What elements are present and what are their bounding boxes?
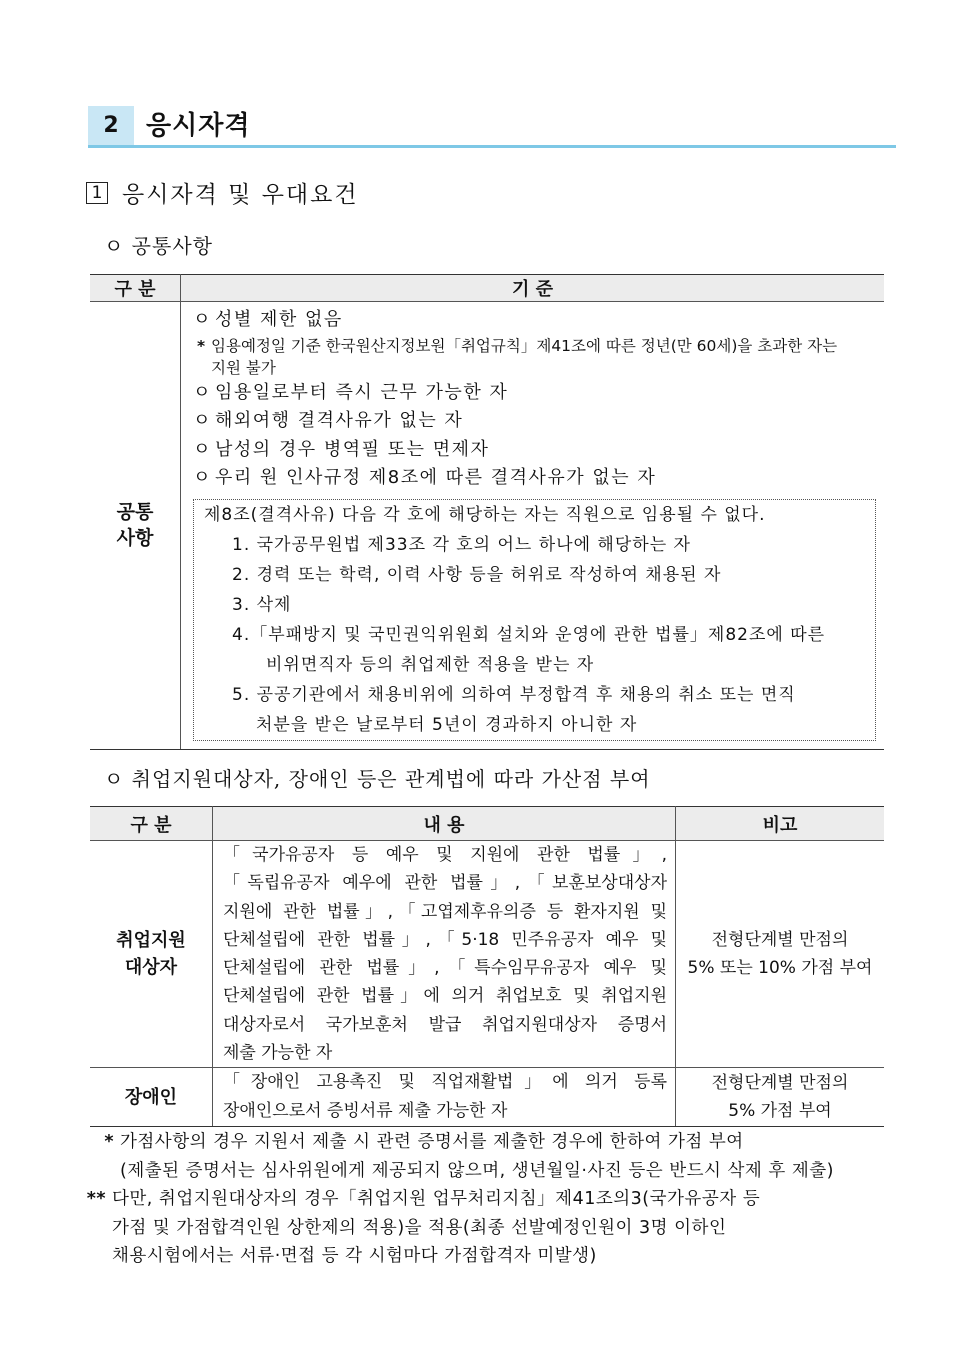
- table2-header-content: 내 용: [213, 807, 676, 841]
- table2-header-category: 구 분: [90, 807, 213, 841]
- row-remark-line: 전형단계별 만점의: [711, 1073, 849, 1094]
- criteria-note: [193, 335, 876, 357]
- table2-header-remark: 비고: [676, 807, 885, 841]
- section-underline: [88, 145, 896, 148]
- law-item: 2. 경력 또는 학력, 이력 사항 등을 허위로 작성하여 채용된 자: [232, 564, 722, 585]
- row-remark-line: 5% 가점 부여: [728, 1101, 832, 1122]
- criteria-item: [193, 379, 876, 408]
- table1-header-criteria: 기 준: [181, 275, 885, 302]
- row-content-line: 지원에 관한 법률」,「고엽제후유의증 등 환자지원 및: [223, 901, 667, 922]
- criteria-item-text: 우리 원 인사규정 제8조에 따른 결격사유가 없는 자: [215, 467, 657, 488]
- subsection-heading: [86, 176, 359, 208]
- section-header: [88, 106, 896, 148]
- note-star: *: [197, 336, 206, 355]
- bullet-marker: ㅇ: [193, 438, 212, 460]
- bullet-marker: ㅇ: [193, 410, 212, 431]
- note-text: 임용예정일 기준 한국원산지정보원「취업규칙」제41조에 따른 정년(만 60세)을 초과한 자는: [211, 336, 838, 355]
- criteria-item: [193, 436, 876, 465]
- row-category-line: 대상자: [124, 957, 178, 979]
- row-content-line: 장애인으로서 증빙서류 제출 가능한 자: [223, 1100, 508, 1121]
- criteria-item-text: 임용일로부터 즉시 근무 가능한 자: [215, 381, 509, 403]
- footnote-text: 다만, 취업지원대상자의 경우「취업지원 업무처리지침」제41조의3(국가유공자 등: [112, 1189, 761, 1209]
- row-content-line: 「장애인 고용촉진 및 직업재활법」에 의거 등록: [223, 1072, 667, 1093]
- disqualification-law-box: [193, 499, 876, 741]
- bonus-points-heading: ㅇ 취업지원대상자, 장애인 등은 관계법에 따라 가산점 부여: [104, 767, 651, 791]
- law-item-continued: 비위면직자 등의 취업제한 적용을 받는 자: [266, 654, 595, 675]
- row-content-line: 제출 가능한 자: [223, 1043, 333, 1064]
- row-content-line: 「국가유공자 등 예우 및 지원에 관한 법률」,: [223, 845, 667, 865]
- row-remark: [676, 841, 885, 1068]
- table1-category-cell: [90, 302, 181, 750]
- subsection-title: 응시자격 및 우대요건: [122, 182, 359, 208]
- footnote-1: [92, 1128, 834, 1185]
- footnote-2: [84, 1185, 760, 1271]
- row-content-line: 단체설립에 관한 법률」에 의거 취업보호 및 취업지원: [223, 986, 667, 1007]
- row-category: [90, 1068, 213, 1127]
- row-content-line: 단체설립에 관한 법률」,「5·18 민주유공자 예우 및: [223, 929, 667, 950]
- section-title: 응시자격: [146, 111, 251, 141]
- row-category: [90, 841, 213, 1068]
- table1-criteria-cell: [181, 302, 885, 750]
- bullet-marker: ㅇ: [193, 467, 212, 488]
- common-requirements-heading: ㅇ 공통사항: [104, 234, 213, 258]
- row-category-line: 취업지원: [116, 930, 186, 952]
- table1-header-category: 구 분: [90, 275, 181, 302]
- subsection-number-box: 1: [86, 182, 108, 204]
- table1-category-line: 사항: [116, 527, 154, 550]
- footnote-text-continued: (제출된 증명서는 심사위원에게 제공되지 않으며, 생년월일·사진 등은 반드시 삭제 후 제출): [120, 1160, 834, 1181]
- row-content: [213, 1068, 676, 1127]
- law-item: 4.「부패방지 및 국민권익위원회 설치와 운영에 관한 법률」제82조에 따른: [232, 624, 826, 645]
- bullet-marker: ㅇ: [193, 309, 212, 330]
- criteria-item: [193, 464, 876, 493]
- table-row: [90, 1068, 884, 1127]
- row-content-line: 단체설립에 관한 법률」,「특수임무유공자 예우 및: [223, 958, 667, 979]
- footnote-text-continued: 가점 및 가점합격인원 상한제의 적용)을 적용(최종 선발예정인원이 3명 이하인: [112, 1217, 727, 1238]
- footnote-star: *: [104, 1132, 114, 1152]
- row-remark-line: 5% 또는 10% 가점 부여: [687, 958, 873, 979]
- bonus-points-table: [90, 806, 884, 1127]
- row-remark-line: 전형단계별 만점의: [711, 930, 849, 951]
- criteria-item: [193, 306, 876, 335]
- law-heading: 제8조(결격사유) 다음 각 호에 해당하는 자는 직원으로 임용될 수 없다.: [204, 504, 766, 525]
- law-item: 5. 공공기관에서 채용비위에 의하여 부정합격 후 채용의 취소 또는 면직: [232, 684, 796, 705]
- criteria-item: [193, 407, 876, 436]
- row-content: [213, 841, 676, 1068]
- table-row: [90, 841, 884, 1068]
- row-content-line: 「독립유공자 예우에 관한 법률」,「보훈보상대상자: [223, 873, 667, 894]
- footnote-star: **: [86, 1189, 106, 1209]
- law-item-continued: 처분을 받은 날로부터 5년이 경과하지 아니한 자: [256, 714, 638, 735]
- row-category-line: 장애인: [124, 1086, 178, 1108]
- criteria-item-text: 성별 제한 없음: [215, 309, 343, 330]
- bullet-marker: ㅇ: [193, 381, 212, 403]
- common-requirements-table: [90, 274, 884, 750]
- row-content-line: 대상자로서 국가보훈처 발급 취업지원대상자 증명서: [223, 1014, 667, 1035]
- law-item: 1. 국가공무원법 제33조 각 호의 어느 하나에 해당하는 자: [232, 534, 691, 555]
- row-remark: [676, 1068, 885, 1127]
- criteria-note-continued: 지원 불가: [211, 358, 276, 377]
- table1-category-line: 공통: [116, 501, 154, 524]
- footnote-text-continued: 채용시험에서는 서류·면접 등 각 시험마다 가점합격자 미발생): [112, 1246, 597, 1266]
- criteria-item-text: 해외여행 결격사유가 없는 자: [215, 410, 464, 431]
- section-number: 2: [103, 113, 119, 138]
- law-item: 3. 삭제: [232, 594, 292, 615]
- criteria-item-text: 남성의 경우 병역필 또는 면제자: [215, 438, 490, 460]
- footnote-text: 가점사항의 경우 지원서 제출 시 관련 증명서를 제출한 경우에 한하여 가점 부여: [120, 1132, 744, 1152]
